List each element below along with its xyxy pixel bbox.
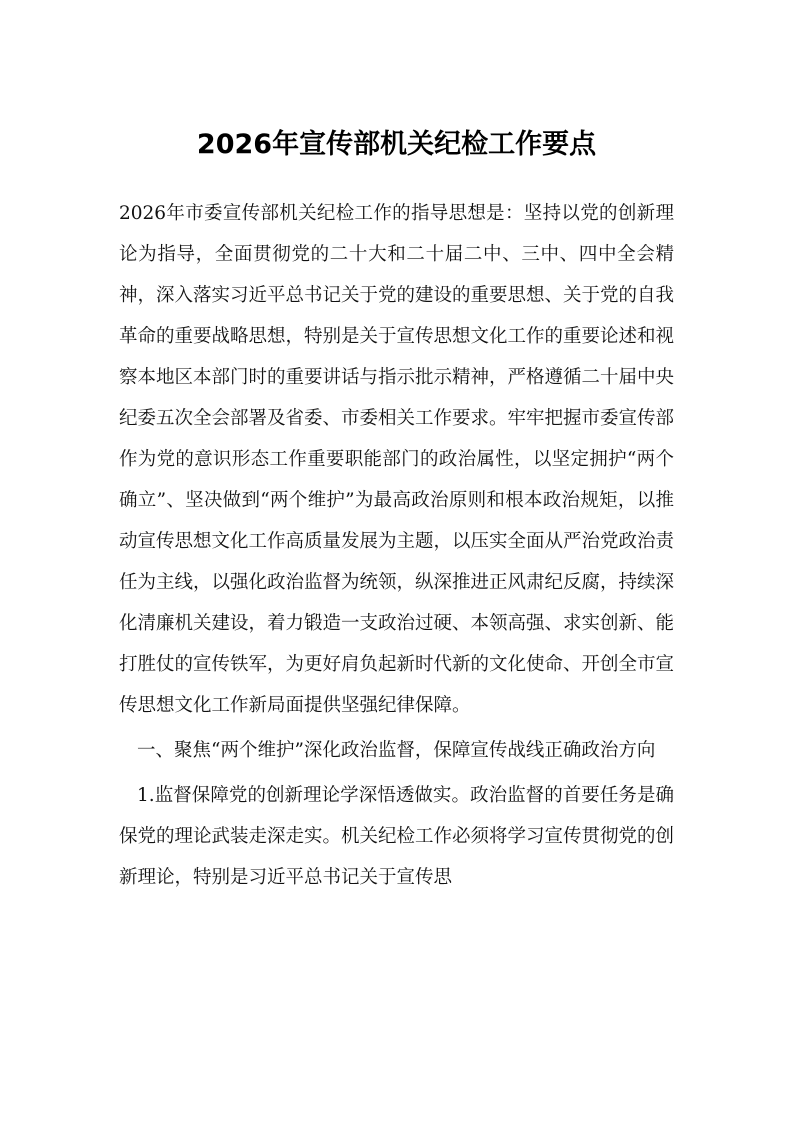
guiding-thought-paragraph: 2026年市委宣传部机关纪检工作的指导思想是：坚持以党的创新理论为指导，全面贯彻党的二十大和二十届二中、三中、四中全会精神，深入落实习近平总书记关于党的建设的重要思想、关于党的自我革命的重要战略思想，特别是关于宣传思想文化工作的重要论述和视察本地区本部门时的重要讲话与指示批示精神，严格遵循二十届中央纪委五次全会部署及省委、市委相关工作要求。牢牢把握市委宣传部作为党的意识形态工作重要职能部门的政治属性，以坚定拥护“两个确立”、坚决做到“两个维护”为最高政治原则和根本政治规矩，以推动宣传思想文化工作高质量发展为主题，以压实全面从严治党政治责任为主线，以强化政治监督为统领，纵深推进正风肃纪反腐，持续深化清廉机关建设，着力锻造一支政治过硬、本领高强、求实创新、能打胜仗的宣传铁军，为更好肩负起新时代新的文化使命、开创全市宣传思想文化工作新局面提供坚强纪律保障。	[119, 203, 675, 716]
document-title: 2026年宣传部机关纪检工作要点	[196, 129, 597, 160]
section-heading-1: 一、聚焦“两个维护”深化政治监督，保障宣传战线正确政治方向	[137, 740, 656, 761]
item-1-paragraph: 1.监督保障党的创新理论学深悟透做实。政治监督的首要任务是确保党的理论武装走深走实。机关纪检工作必须将学习宣传贯彻党的创新理论，特别是习近平总书记关于宣传思	[119, 785, 675, 888]
document-body	[119, 193, 674, 902]
